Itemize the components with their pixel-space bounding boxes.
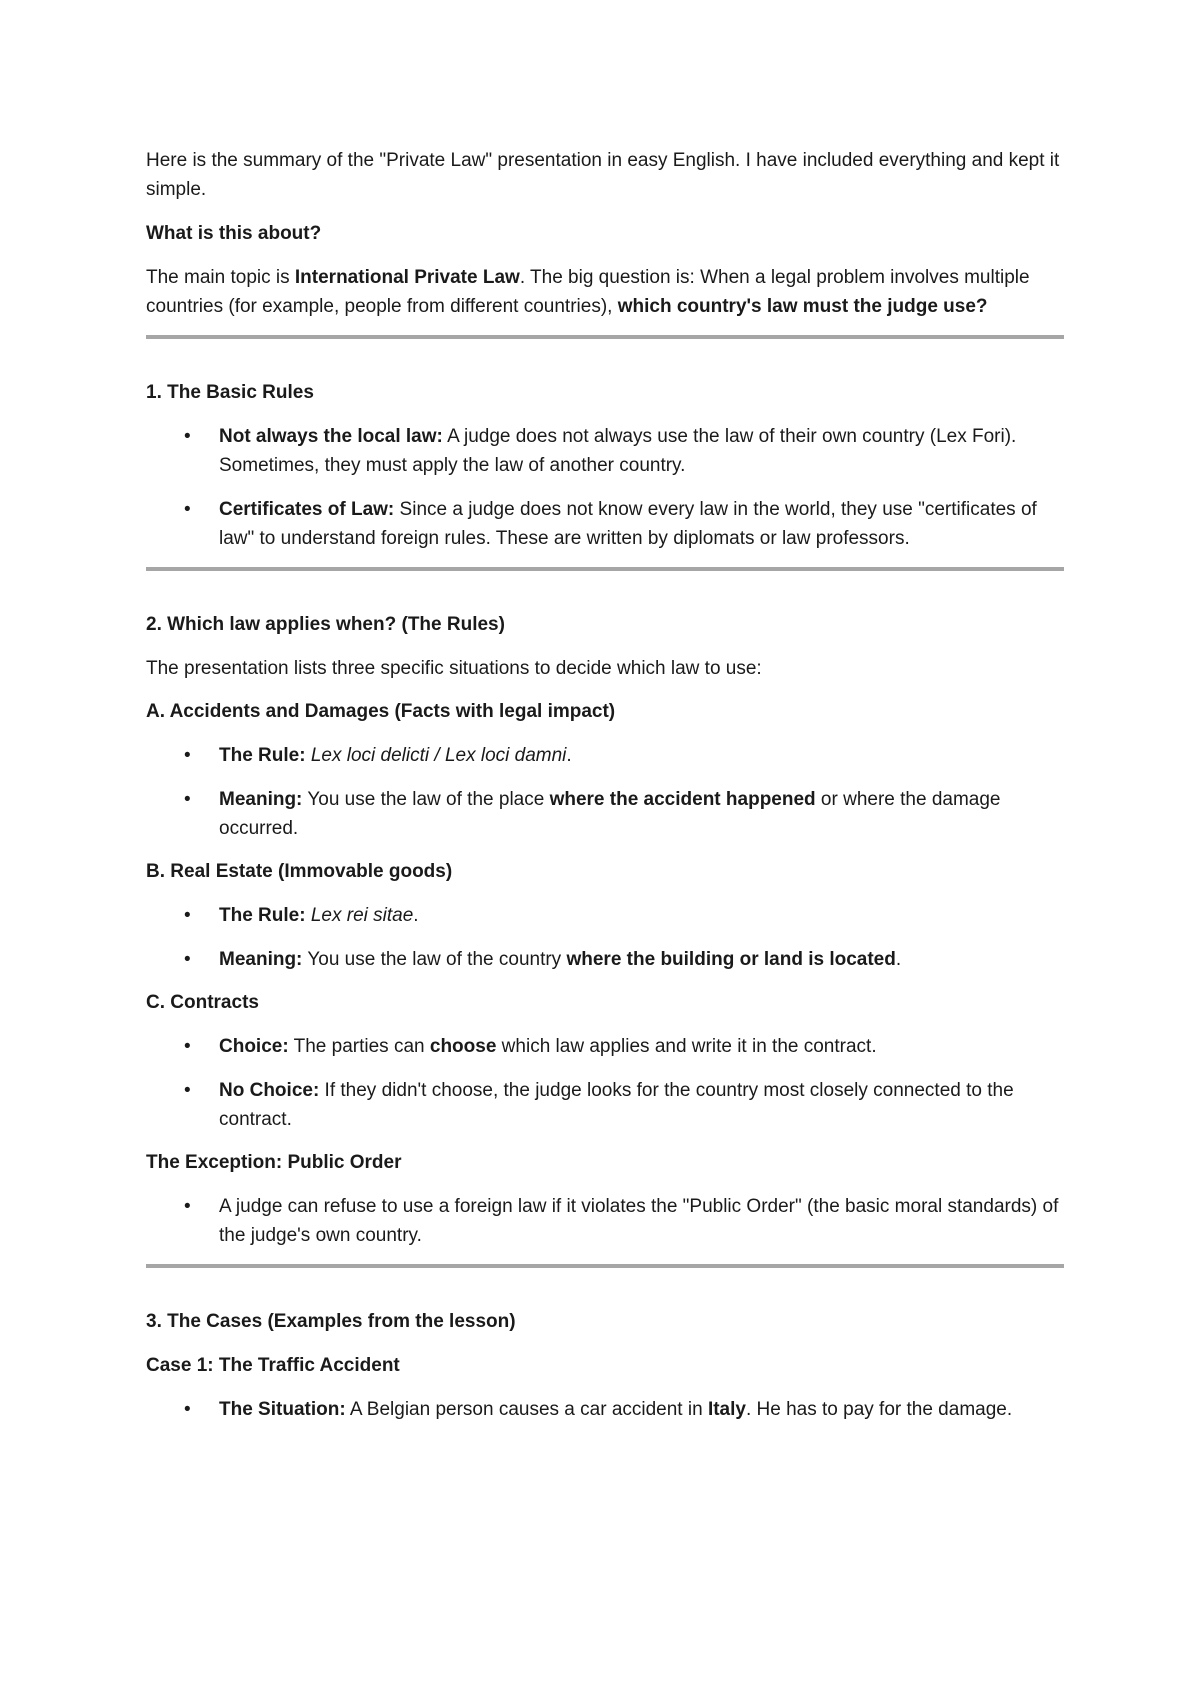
list-item (146, 1076, 1064, 1134)
item-text: or where the damage occurred. (219, 789, 1001, 839)
horizontal-rule (146, 567, 1064, 571)
item-text: The parties can (288, 1036, 430, 1057)
list-item (146, 785, 1064, 843)
item-text: which law applies and write it in the contract. (496, 1036, 877, 1057)
item-text: You use the law of the country (302, 949, 567, 970)
about-heading: What is this about? (146, 223, 322, 244)
list-item (146, 1192, 1064, 1250)
subsection-b-heading: B. Real Estate (Immovable goods) (146, 861, 453, 882)
item-bold-label: The Situation: (219, 1399, 346, 1420)
document-page (146, 146, 1064, 1438)
subsection-a-heading: A. Accidents and Damages (Facts with legal impact) (146, 701, 616, 722)
section2-heading: 2. Which law applies when? (The Rules) (146, 614, 505, 635)
exception-list (146, 1192, 1064, 1250)
item-text: . (895, 949, 902, 970)
item-bold-label: Certificates of Law: (219, 499, 395, 520)
bullet-icon: • (184, 1196, 191, 1217)
item-bold-label: Meaning: (219, 789, 303, 810)
item-text: A Belgian person causes a car accident in (345, 1399, 708, 1420)
list-item (146, 1032, 1064, 1061)
list-item (146, 901, 1064, 930)
bullet-icon: • (184, 949, 191, 970)
item-bold-label: The Rule: (219, 905, 306, 926)
item-text: A judge does not always use the law of their own country (Lex Fori). Sometimes, they must apply the law of another country. (219, 426, 1017, 476)
about-text-start: The main topic is (146, 267, 295, 288)
list-item (146, 1395, 1064, 1424)
horizontal-rule (146, 1264, 1064, 1268)
intro-paragraph: Here is the summary of the "Private Law" presentation in easy English. I have included everything and kept it simple. (146, 150, 1060, 200)
item-bold-label: Choice: (219, 1036, 289, 1057)
about-bold-topic: International Private Law (294, 267, 520, 288)
exception-heading: The Exception: Public Order (146, 1152, 402, 1173)
bullet-icon: • (184, 1036, 191, 1057)
item-text: If they didn't choose, the judge looks for the country most closely connected to the contract. (219, 1080, 1014, 1130)
list-item (146, 945, 1064, 974)
about-text-mid: . The big question is: When a legal problem involves multiple countries (for example, people from different countries), (146, 267, 1030, 317)
bullet-icon: • (184, 426, 191, 447)
item-bold-label: Not always the local law: (219, 426, 443, 447)
about-paragraph (146, 263, 1064, 321)
punctuation: . (566, 745, 572, 766)
item-bold-label: The Rule: (219, 745, 306, 766)
subsection-c-list (146, 1032, 1064, 1134)
bullet-icon: • (184, 789, 191, 810)
item-text: Since a judge does not know every law in the world, they use "certificates of law" to understand foreign rules. These are written by diplomats or law professors. (219, 499, 1037, 549)
bullet-icon: • (184, 1080, 191, 1101)
list-item (146, 495, 1064, 553)
horizontal-rule (146, 335, 1064, 339)
list-item (146, 422, 1064, 480)
case1-heading: Case 1: The Traffic Accident (146, 1355, 400, 1376)
subsection-c-heading: C. Contracts (146, 992, 259, 1013)
item-text: A judge can refuse to use a foreign law if it violates the "Public Order" (the basic moral standards) of the judge's own country. (219, 1196, 1059, 1246)
item-emphasis: where the building or land is located (566, 949, 896, 970)
section2-intro: The presentation lists three specific situations to decide which law to use: (146, 658, 762, 679)
section1-heading: 1. The Basic Rules (146, 382, 314, 403)
subsection-b-list (146, 901, 1064, 974)
item-bold-label: Meaning: (219, 949, 303, 970)
item-bold-label: No Choice: (219, 1080, 320, 1101)
item-text: You use the law of the place (302, 789, 550, 810)
punctuation: . (413, 905, 419, 926)
section3-heading: 3. The Cases (Examples from the lesson) (146, 1311, 516, 1332)
latin-rule: Lex loci delicti / Lex loci damni (310, 745, 567, 766)
latin-rule: Lex rei sitae (310, 905, 414, 926)
about-bold-question: which country's law must the judge use? (617, 296, 988, 317)
item-text: . He has to pay for the damage. (745, 1399, 1013, 1420)
list-item (146, 741, 1064, 770)
bullet-icon: • (184, 499, 191, 520)
case1-list (146, 1395, 1064, 1424)
bullet-icon: • (184, 905, 191, 926)
item-emphasis: where the accident happened (549, 789, 816, 810)
item-emphasis: Italy (707, 1399, 746, 1420)
subsection-a-list (146, 741, 1064, 843)
bullet-icon: • (184, 745, 191, 766)
bullet-icon: • (184, 1399, 191, 1420)
item-emphasis: choose (429, 1036, 497, 1057)
section1-list (146, 422, 1064, 553)
